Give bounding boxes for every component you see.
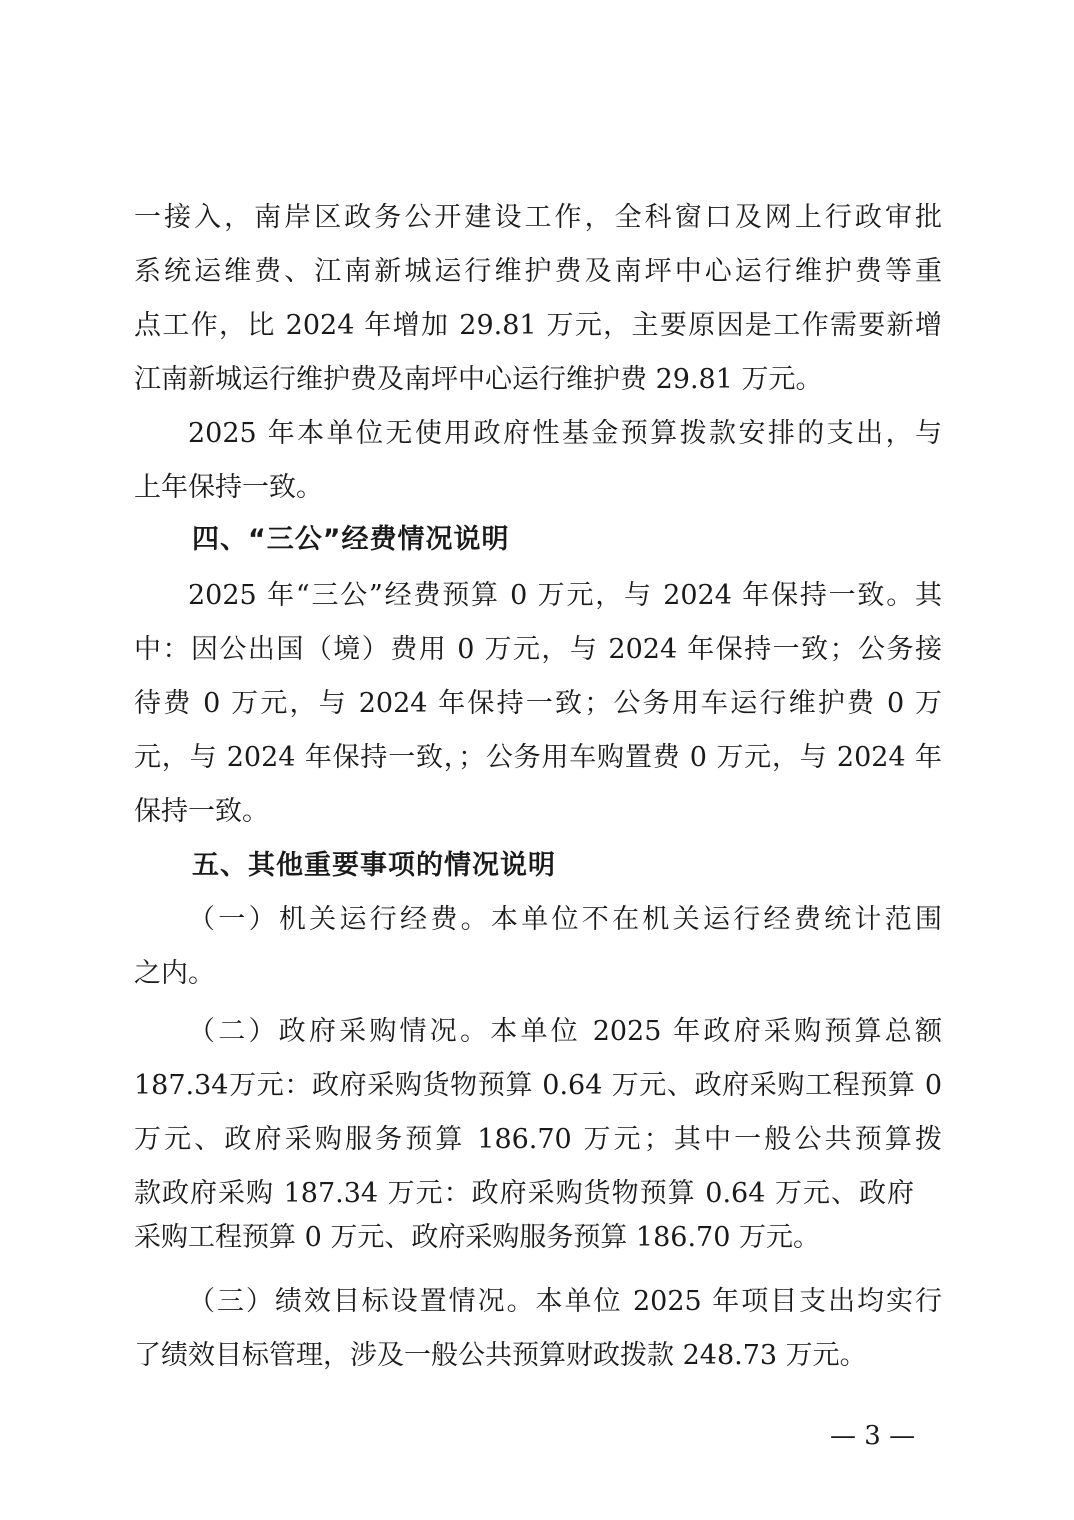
paragraph-line: 点工作，比 2024 年增加 29.81 万元，主要原因是工作需要新增: [134, 310, 942, 341]
paragraph-line: 江南新城运行维护费及南坪中心运行维护费 29.81 万元。: [134, 364, 823, 395]
paragraph-line: 2025 年本单位无使用政府性基金预算拨款安排的支出，与: [188, 418, 942, 449]
paragraph-line: 了绩效目标管理，涉及一般公共预算财政拨款 248.73 万元。: [134, 1340, 867, 1371]
paragraph-line: （三）绩效目标设置情况。本单位 2025 年项目支出均实行: [188, 1286, 942, 1317]
section-heading-5: 五、其他重要事项的情况说明: [192, 850, 556, 881]
paragraph-line: （一）机关运行经费。本单位不在机关运行经费统计范围: [188, 904, 942, 935]
paragraph-line: 保持一致。: [134, 796, 269, 827]
paragraph-line: 待费 0 万元，与 2024 年保持一致；公务用车运行维护费 0 万: [134, 688, 942, 719]
paragraph-line: 款政府采购 187.34 万元：政府采购货物预算 0.64 万元、政府: [134, 1178, 914, 1209]
paragraph-line: （二）政府采购情况。本单位 2025 年政府采购预算总额: [188, 1016, 942, 1047]
paragraph-line: 元，与 2024 年保持一致，；公务用车购置费 0 万元，与 2024 年: [134, 742, 942, 773]
paragraph-line: 万元、政府采购服务预算 186.70 万元；其中一般公共预算拨: [134, 1124, 942, 1155]
paragraph-line: 系统运维费、江南新城运行维护费及南坪中心运行维护费等重: [134, 256, 942, 287]
paragraph-line: 187.34万元：政府采购货物预算 0.64 万元、政府采购工程预算 0: [134, 1070, 942, 1101]
paragraph-line: 一接入，南岸区政务公开建设工作，全科窗口及网上行政审批: [134, 202, 942, 233]
paragraph-line: 上年保持一致。: [134, 472, 323, 503]
paragraph-line: 中：因公出国（境）费用 0 万元，与 2024 年保持一致；公务接: [134, 634, 942, 665]
paragraph-line: 之内。: [134, 958, 215, 989]
section-heading-4: 四、“三公”经费情况说明: [192, 524, 510, 555]
paragraph-line: 采购工程预算 0 万元、政府采购服务预算 186.70 万元。: [134, 1222, 820, 1253]
paragraph-line: 2025 年“三公”经费预算 0 万元，与 2024 年保持一致。其: [188, 580, 942, 611]
page-number: — 3 —: [830, 1421, 916, 1451]
